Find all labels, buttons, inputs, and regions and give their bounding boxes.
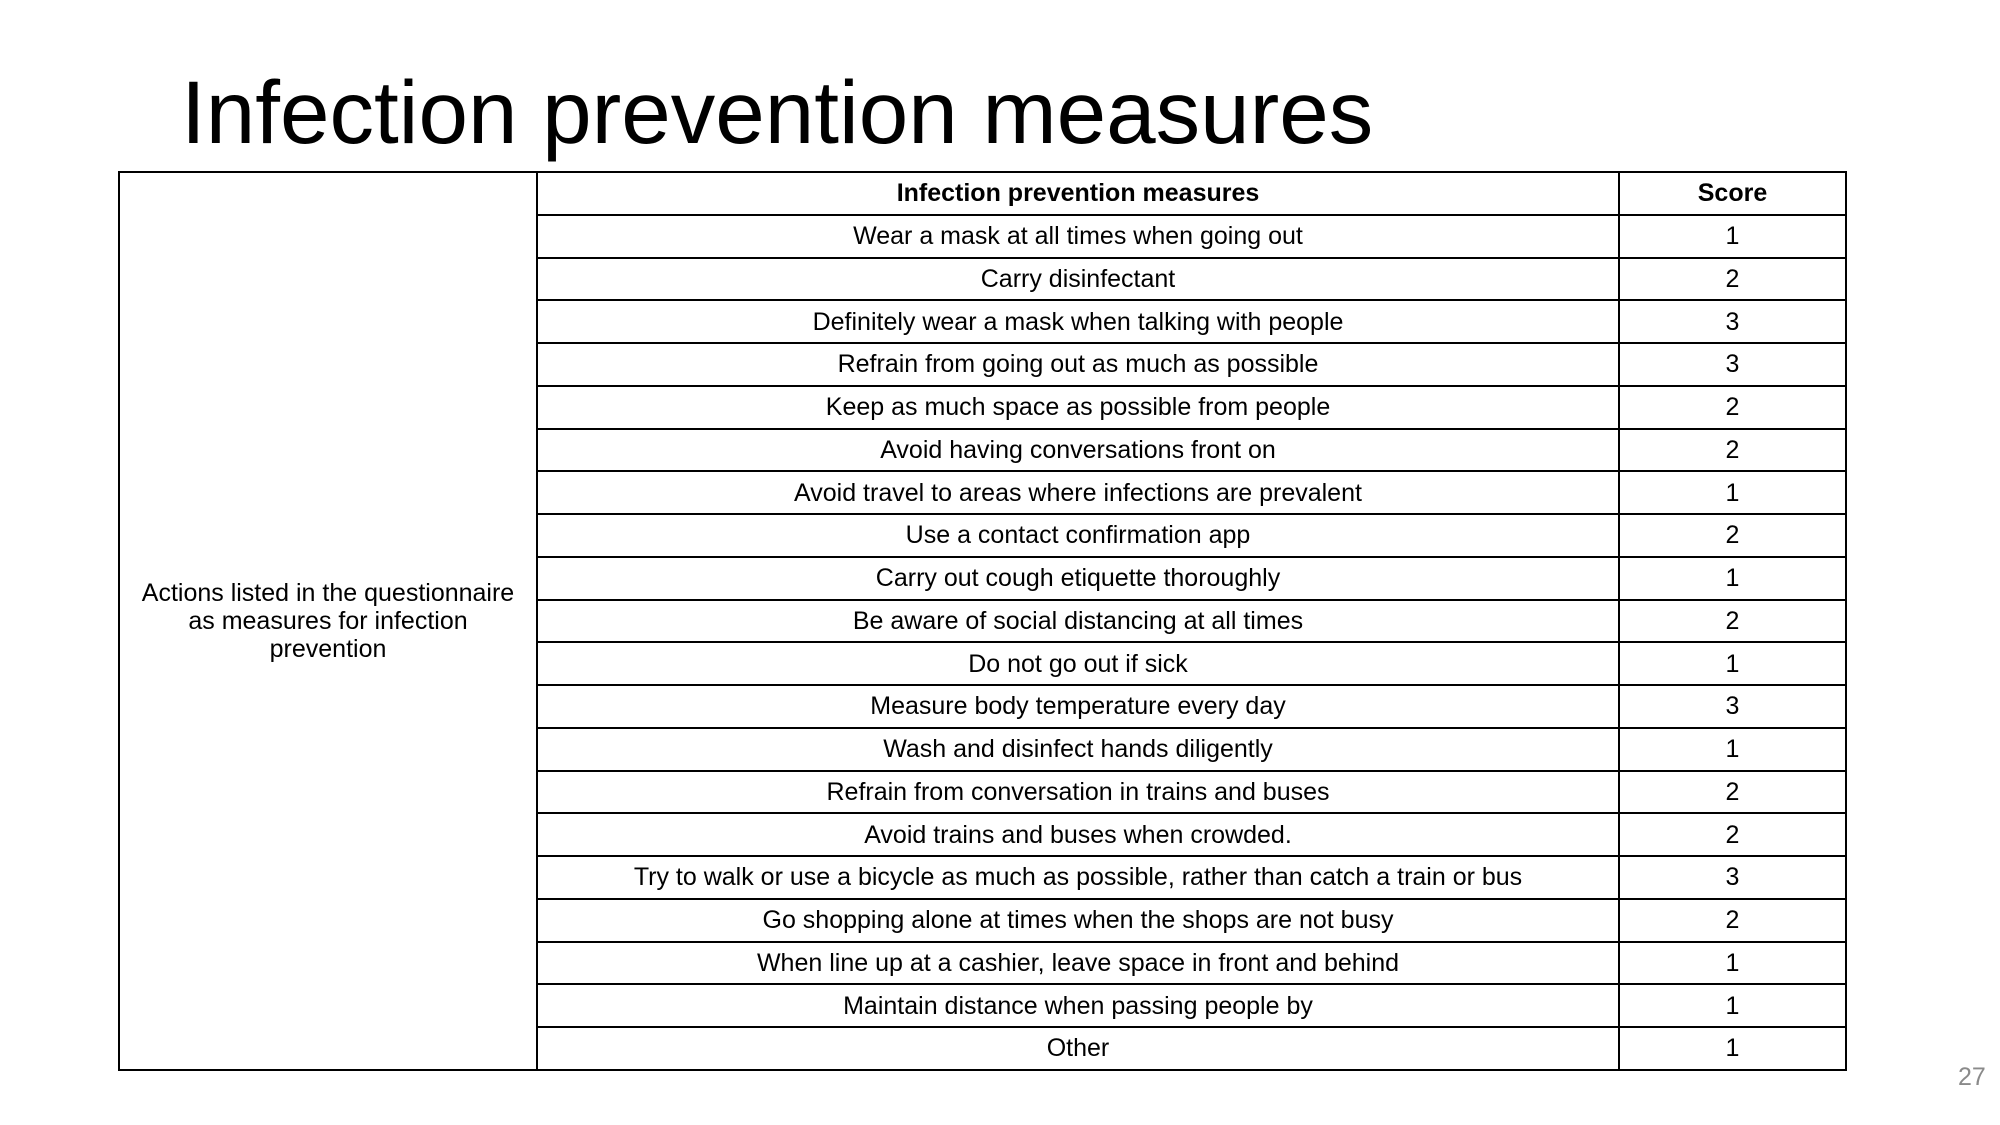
score-cell: 1 xyxy=(1619,642,1846,685)
measure-cell: Avoid having conversations front on xyxy=(537,429,1619,472)
score-cell: 2 xyxy=(1619,600,1846,643)
score-cell: 2 xyxy=(1619,899,1846,942)
score-cell: 1 xyxy=(1619,942,1846,985)
score-cell: 1 xyxy=(1619,557,1846,600)
measure-cell: Refrain from conversation in trains and buses xyxy=(537,771,1619,814)
measure-cell: Use a contact confirmation app xyxy=(537,514,1619,557)
score-cell: 1 xyxy=(1619,728,1846,771)
score-cell: 1 xyxy=(1619,215,1846,258)
measure-cell: Carry out cough etiquette thoroughly xyxy=(537,557,1619,600)
score-cell: 2 xyxy=(1619,771,1846,814)
measure-cell: Avoid trains and buses when crowded. xyxy=(537,813,1619,856)
measure-cell: Avoid travel to areas where infections are prevalent xyxy=(537,471,1619,514)
slide-title: Infection prevention measures xyxy=(181,62,1374,162)
score-cell: 1 xyxy=(1619,1027,1846,1070)
measure-cell: Wash and disinfect hands diligently xyxy=(537,728,1619,771)
score-cell: 2 xyxy=(1619,386,1846,429)
score-cell: 2 xyxy=(1619,514,1846,557)
measures-table xyxy=(118,171,1847,1071)
score-cell: 3 xyxy=(1619,856,1846,899)
score-cell: 3 xyxy=(1619,343,1846,386)
measure-cell: Try to walk or use a bicycle as much as possible, rather than catch a train or bus xyxy=(537,856,1619,899)
score-cell: 2 xyxy=(1619,258,1846,301)
measure-cell: Do not go out if sick xyxy=(537,642,1619,685)
measure-cell: Measure body temperature every day xyxy=(537,685,1619,728)
measure-cell: Be aware of social distancing at all times xyxy=(537,600,1619,643)
measure-cell: Carry disinfectant xyxy=(537,258,1619,301)
score-cell: 1 xyxy=(1619,471,1846,514)
header-measure: Infection prevention measures xyxy=(537,172,1619,215)
measure-cell: Other xyxy=(537,1027,1619,1070)
score-cell: 1 xyxy=(1619,984,1846,1027)
group-label-cell: Actions listed in the questionnaire as measures for infection prevention xyxy=(119,172,537,1070)
header-score: Score xyxy=(1619,172,1846,215)
measure-cell: Definitely wear a mask when talking with people xyxy=(537,300,1619,343)
score-cell: 3 xyxy=(1619,685,1846,728)
measure-cell: Go shopping alone at times when the shops are not busy xyxy=(537,899,1619,942)
measure-cell: Wear a mask at all times when going out xyxy=(537,215,1619,258)
score-cell: 2 xyxy=(1619,813,1846,856)
measure-cell: Refrain from going out as much as possible xyxy=(537,343,1619,386)
score-cell: 2 xyxy=(1619,429,1846,472)
score-cell: 3 xyxy=(1619,300,1846,343)
measure-cell: Keep as much space as possible from people xyxy=(537,386,1619,429)
measure-cell: When line up at a cashier, leave space in front and behind xyxy=(537,942,1619,985)
table-header-row xyxy=(119,172,1846,215)
measure-cell: Maintain distance when passing people by xyxy=(537,984,1619,1027)
page-number: 27 xyxy=(1958,1063,1986,1091)
measures-table-body xyxy=(119,172,1846,1070)
